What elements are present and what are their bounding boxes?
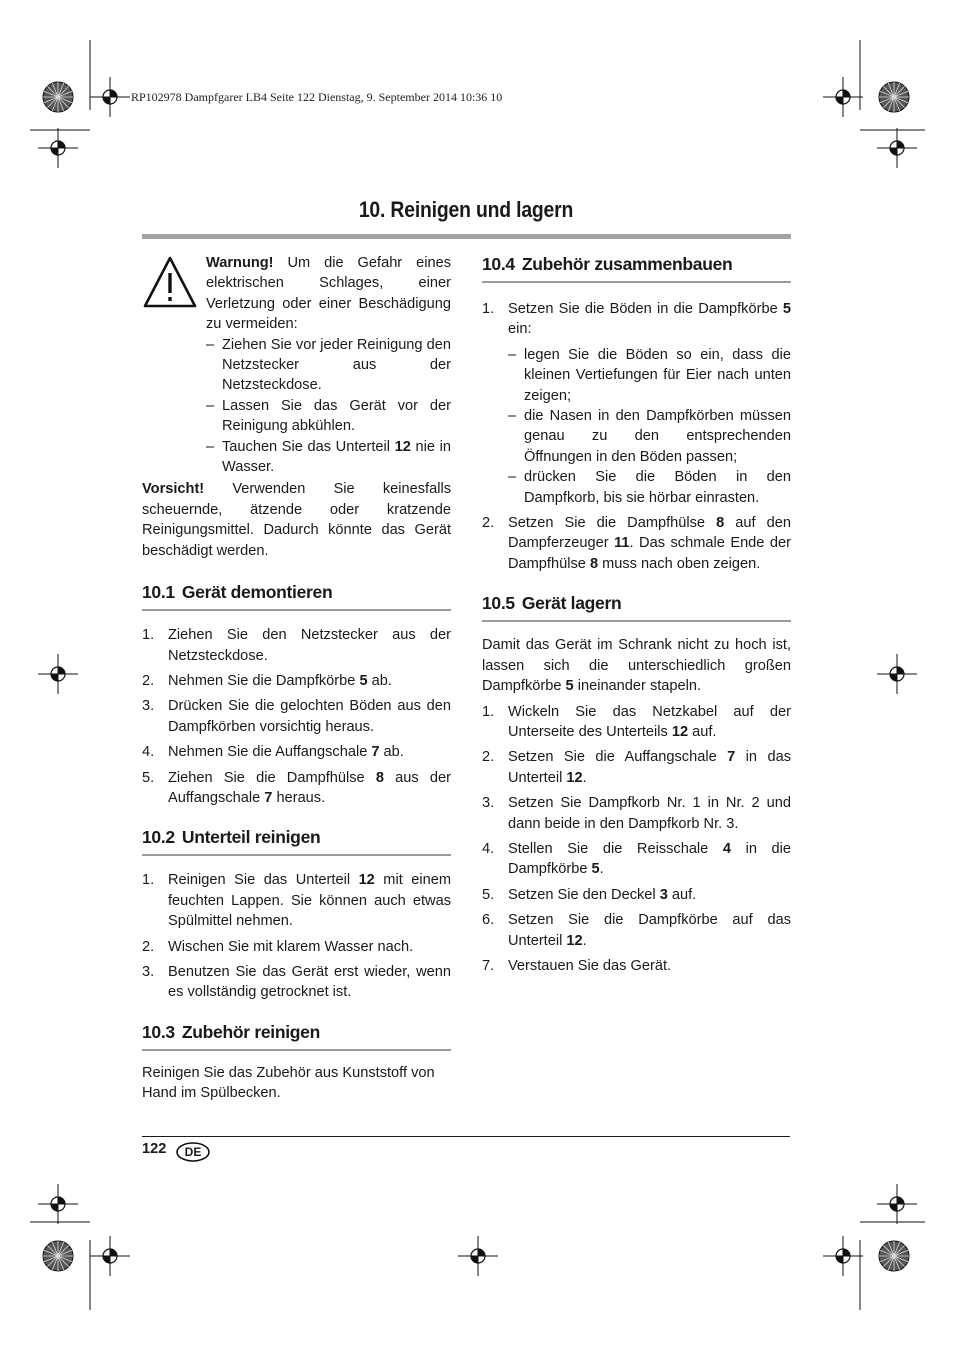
list-item: 1. Wickeln Sie das Netzkabel auf der Unterseite des Unterteils 12 auf. [482, 703, 791, 740]
sub-item: – legen Sie die Böden so ein, dass die kleinen Vertiefungen für Eier nach unten zeigen; [508, 345, 791, 406]
warning-intro: Um die Gefahr eines elektrischen Schlages, einer Verletzung oder einer Beschädigung zu vermeiden: [206, 255, 451, 333]
page-title: 10. Reinigen und lagern [358, 197, 574, 222]
page-number: 122 [142, 1141, 167, 1157]
section-heading: 10.1 Gerät demontieren [142, 581, 451, 611]
list-item: 5. Ziehen Sie die Dampfhülse 8 aus der Auffangschale 7 heraus. [142, 769, 452, 806]
list-item: 4. Stellen Sie die Reisschale 4 in die Dampfkörbe 5. [482, 840, 791, 878]
list-clean-base [142, 870, 451, 1002]
list-item: 2. Setzen Sie die Dampfhülse 8 auf den Dampferzeuger 11. Das schmale Ende der Dampfhülse 8 muss nach oben zeigen. [482, 515, 792, 572]
left-column [142, 253, 451, 1104]
list-item: 3. Setzen Sie Dampfkorb Nr. 1 in Nr. 2 und dann beide in den Dampfkorb Nr. 3. [482, 795, 791, 832]
sub-item: – drücken Sie die Böden in den Dampfkorb, bis sie hörbar einrasten. [508, 467, 791, 508]
sub-item: – die Nasen in den Dampfkörben müssen genau zu den entsprechenden Öffnungen in den Böden passen; [508, 406, 791, 467]
list-item: 6. Setzen Sie die Dampfkörbe auf das Unterteil 12. [482, 912, 791, 949]
caution-block [142, 479, 451, 561]
caution-text: Verwenden Sie keinesfalls scheuernde, ätzende oder kratzende Reinigungsmittel. Dadurch könnte das Gerät beschädigt werden. [142, 481, 451, 559]
list-item: 1. Setzen Sie die Böden in die Dampfkörbe 5 ein: – legen Sie die Böden so ein, dass die kleinen Vertiefungen für Eier nach unten zeigen; – die Nasen in den Dampfkörben müssen genau zu den entsprechenden Öffnungen in den Böden passen; – drücken Sie die Böden in den Dampfkorb, bis sie hörbar einrasten. [482, 299, 791, 508]
storage-intro: Damit das Gerät im Schrank nicht zu hoch ist, lassen sich die unterschiedlich großen Dampfkörbe 5 ineinander stapeln. [482, 637, 791, 695]
list-item: 4. Nehmen Sie die Auffangschale 7 ab. [142, 744, 404, 761]
language-code: DE [184, 1145, 202, 1159]
warning-item: – Lassen Sie das Gerät vor der Reinigung abkühlen. [206, 396, 451, 437]
title-rule [142, 234, 791, 239]
language-badge [176, 1142, 210, 1162]
list-item: 2. Wischen Sie mit klarem Wasser nach. [142, 938, 414, 955]
footer-rule [142, 1136, 790, 1137]
warning-triangle-icon [142, 255, 198, 309]
list-item: 5. Setzen Sie den Deckel 3 auf. [482, 886, 697, 903]
list-item: 2. Setzen Sie die Auffangschale 7 in das Unterteil 12. [482, 749, 791, 786]
caution-label: Vorsicht! [142, 481, 205, 498]
section-heading: 10.3 Zubehör reinigen [142, 1021, 451, 1051]
warning-item: – Tauchen Sie das Unterteil 12 nie in Wasser. [206, 437, 451, 478]
right-column [482, 253, 791, 981]
list-item: 3. Benutzen Sie das Gerät erst wieder, wenn es vollständig getrocknet ist. [142, 963, 451, 1001]
warning-label: Warnung! [206, 255, 274, 271]
warning-item: – Ziehen Sie vor jeder Reinigung den Netzstecker aus der Netzsteckdose. [206, 335, 451, 396]
section-heading: 10.4 Zubehör zusammenbauen [482, 253, 791, 283]
list-item: 2. Nehmen Sie die Dampfkörbe 5 ab. [142, 672, 392, 689]
section-heading: 10.5 Gerät lagern [482, 592, 791, 622]
print-slug: RP102978 Dampfgarer LB4 Seite 122 Dienstag, 9. September 2014 10:36 10 [131, 90, 503, 104]
list-item: 7. Verstauen Sie das Gerät. [482, 957, 672, 974]
list-disassemble [142, 625, 451, 808]
section-heading: 10.2 Unterteil reinigen [142, 826, 451, 856]
clean-accessories-text: Reinigen Sie das Zubehör aus Kunststoff von Hand im Spülbecken. [142, 1064, 435, 1102]
list-item: 3. Drücken Sie die gelochten Böden aus den Dampfkörben vorsichtig heraus. [142, 698, 451, 735]
warning-block [142, 253, 451, 477]
list-item: 1. Reinigen Sie das Unterteil 12 mit einem feuchten Lappen. Sie können auch etwas Spülmittel nehmen. [142, 872, 451, 930]
list-item: 1. Ziehen Sie den Netzstecker aus der Netzsteckdose. [142, 627, 451, 664]
list-assemble [482, 299, 791, 574]
list-storage [482, 702, 791, 977]
